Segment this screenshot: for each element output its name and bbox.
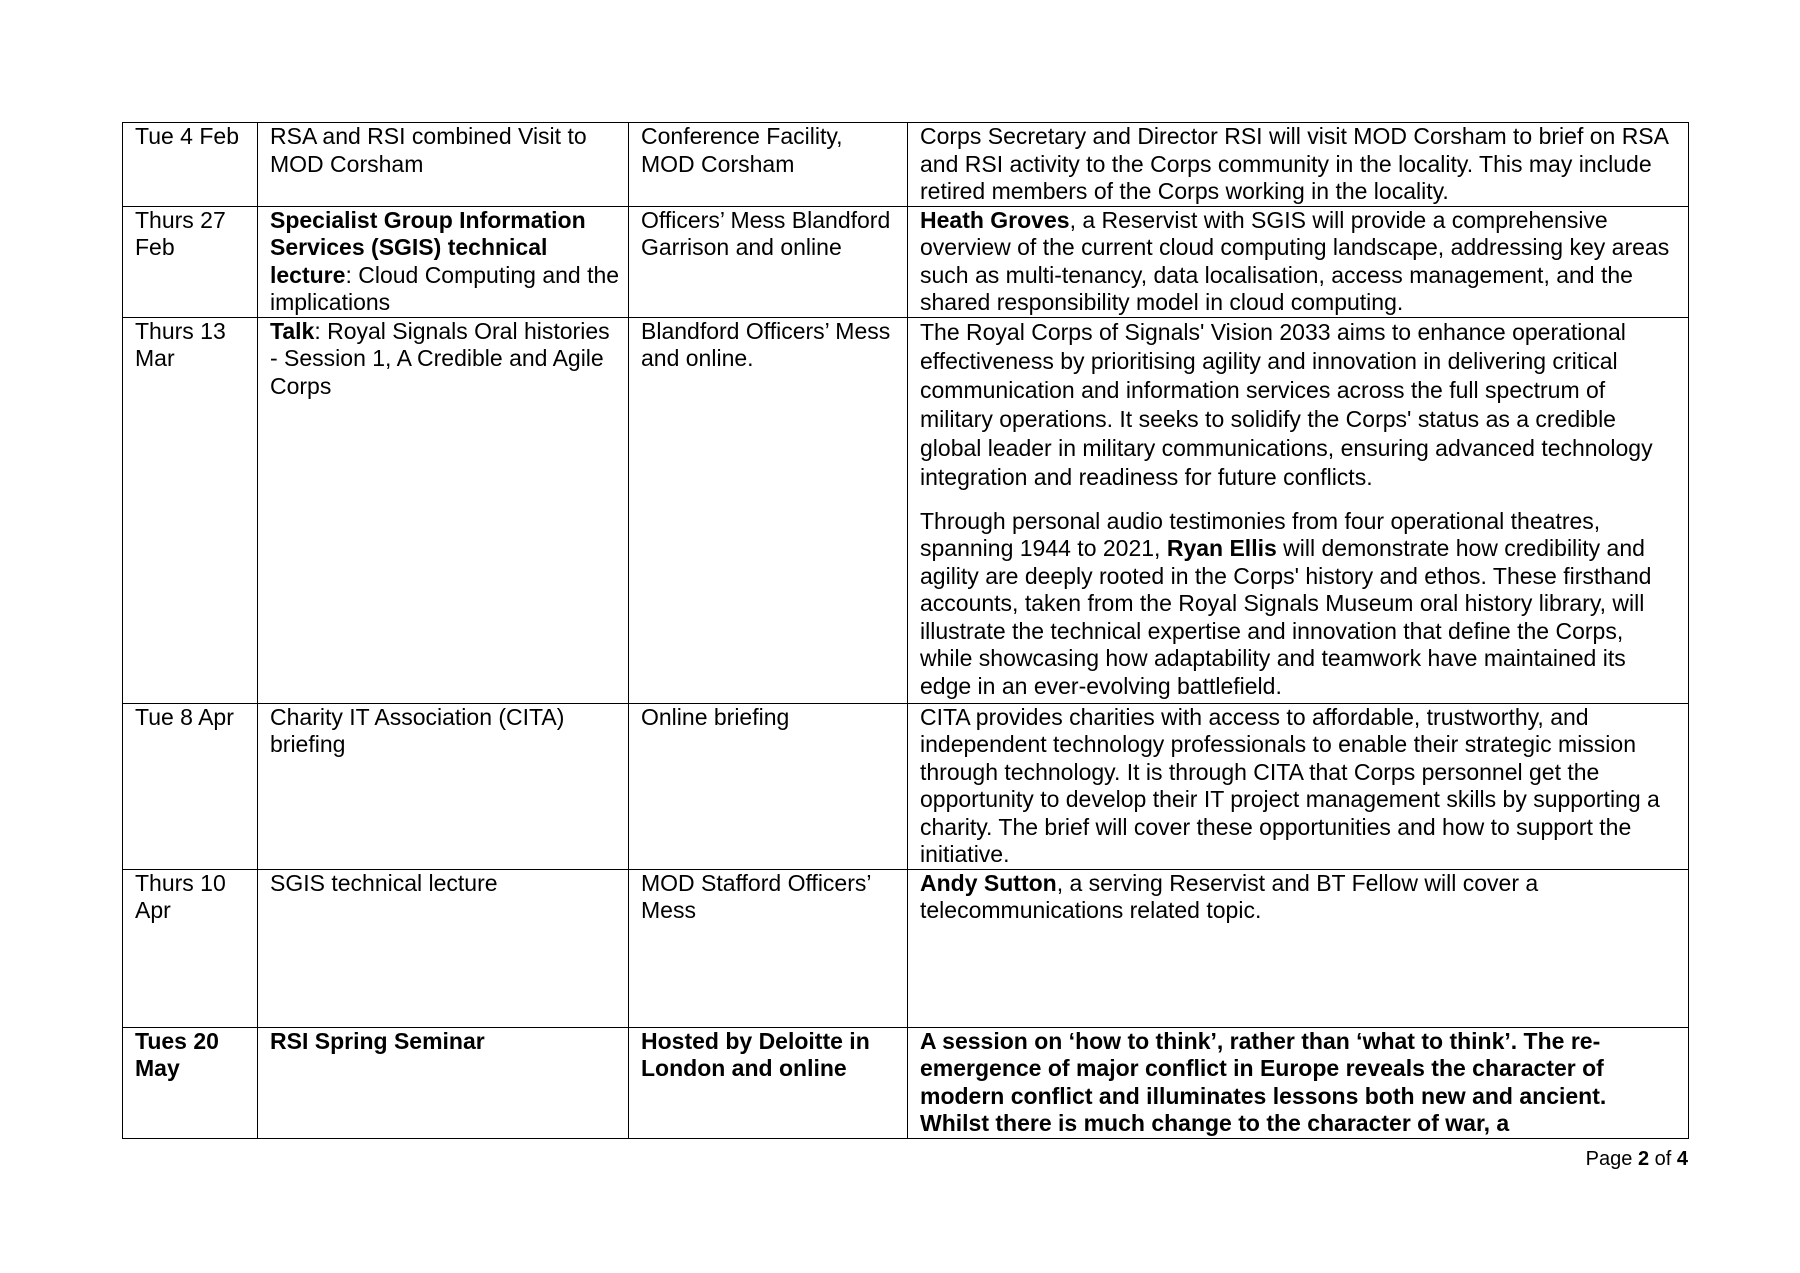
event-title-bold: Talk xyxy=(270,317,315,344)
event-title xyxy=(258,317,629,703)
page-label: Page xyxy=(1585,1148,1633,1170)
description-text: Through personal audio testimonies from four operational theatres, spanning 1944 to 2021, xyxy=(920,507,1601,561)
event-date: Tues 20 May xyxy=(123,1027,258,1138)
speaker-name: Heath Groves xyxy=(920,206,1070,233)
event-venue: Blandford Officers’ Mess and online. xyxy=(629,317,908,703)
event-title: SGIS technical lecture xyxy=(258,869,629,1027)
description-text: , a serving Reservist and BT Fellow will cover a telecommunications related topic. xyxy=(920,869,1539,923)
event-description xyxy=(908,317,1689,703)
speaker-name: Andy Sutton xyxy=(920,869,1057,896)
event-venue: Conference Facility, MOD Corsham xyxy=(629,123,908,207)
event-title-rest: : Cloud Computing and the implications xyxy=(270,261,620,315)
event-description: CITA provides charities with access to affordable, trustworthy, and independent technology professionals to enable their strategic mission through technology. It is through CITA that Corps personnel get the opportunity to develop their IT project management skills by supporting a charity. The brief will cover these opportunities and how to support the initiative. xyxy=(908,703,1689,869)
description-paragraph-2 xyxy=(920,508,1680,701)
event-description xyxy=(908,869,1689,1027)
event-venue: Online briefing xyxy=(629,703,908,869)
event-date: Thurs 27 Feb xyxy=(123,206,258,317)
speaker-name: Ryan Ellis xyxy=(1166,535,1277,561)
event-date: Tue 8 Apr xyxy=(123,703,258,869)
event-date: Tue 4 Feb xyxy=(123,123,258,207)
events-table xyxy=(122,122,1689,1139)
event-title: Charity IT Association (CITA) briefing xyxy=(258,703,629,869)
description-text: will demonstrate how credibility and agility are deeply rooted in the Corps' history and ethos. These firsthand accounts, taken from the Royal Signals Museum oral history library, will illustrate the technical expertise and innovation that define the Corps, while showcasing how adaptability and teamwork have maintained its edge in an ever-evolving battlefield. xyxy=(920,535,1652,699)
event-venue: Officers’ Mess Blandford Garrison and online xyxy=(629,206,908,317)
table-row xyxy=(123,206,1689,317)
event-venue: MOD Stafford Officers’ Mess xyxy=(629,869,908,1027)
page-of-label: of xyxy=(1654,1148,1672,1170)
table-row xyxy=(123,317,1689,703)
page-number xyxy=(1586,1148,1688,1171)
description-paragraph-1: The Royal Corps of Signals' Vision 2033 aims to enhance operational effectiveness by prioritising agility and innovation in delivering critical communication and information services across the full spectrum of military operations. It seeks to solidify the Corps' status as a credible global leader in military communications, ensuring advanced technology integration and readiness for future conflicts. xyxy=(920,318,1653,490)
event-title: RSI Spring Seminar xyxy=(258,1027,629,1138)
table-row xyxy=(123,123,1689,207)
table-row xyxy=(123,703,1689,869)
event-date: Thurs 13 Mar xyxy=(123,317,258,703)
event-title xyxy=(258,206,629,317)
event-title-bold: Specialist Group Information Services (SGIS) technical lecture xyxy=(270,206,586,288)
event-title-rest: : Royal Signals Oral histories - Session 1, A Credible and Agile Corps xyxy=(270,317,610,399)
event-description: A session on ‘how to think’, rather than ‘what to think’. The re-emergence of major conflict in Europe reveals the character of modern conflict and illuminates lessons both new and ancient. Whilst there is much change to the character of war, a xyxy=(908,1027,1689,1138)
event-venue: Hosted by Deloitte in London and online xyxy=(629,1027,908,1138)
table-row xyxy=(123,869,1689,1027)
page-current: 2 xyxy=(1637,1148,1650,1170)
event-description xyxy=(908,206,1689,317)
event-title: RSA and RSI combined Visit to MOD Corsham xyxy=(258,123,629,207)
table-row xyxy=(123,1027,1689,1138)
page-total: 4 xyxy=(1676,1148,1688,1170)
event-description: Corps Secretary and Director RSI will visit MOD Corsham to brief on RSA and RSI activity to the Corps community in the locality. This may include retired members of the Corps working in the locality. xyxy=(908,123,1689,207)
description-text: , a Reservist with SGIS will provide a comprehensive overview of the current cloud computing landscape, addressing key areas such as multi-tenancy, data localisation, access management, and the shared responsibility model in cloud computing. xyxy=(920,206,1670,315)
event-date: Thurs 10 Apr xyxy=(123,869,258,1027)
